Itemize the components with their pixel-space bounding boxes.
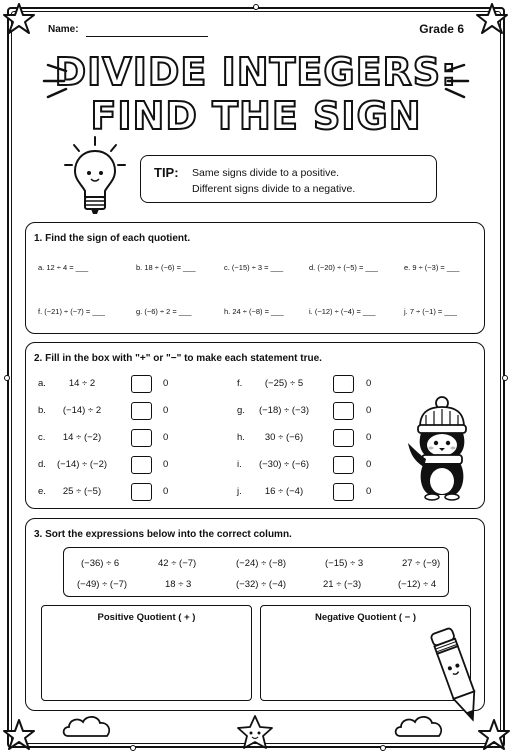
name-field[interactable] [86, 36, 208, 37]
section-title: 3. Sort the expressions below into the correct column. [34, 529, 292, 540]
sign-input-box[interactable] [333, 375, 354, 393]
item-expression: 30 ÷ (−6) [264, 432, 304, 443]
quotient-item[interactable]: h. 24 ÷ (−8) = ___ [224, 307, 284, 316]
item-zero: 0 [163, 405, 169, 416]
star-icon [234, 714, 276, 750]
tip-line: Different signs divide to a negative. [192, 183, 356, 195]
expression-card[interactable]: 27 ÷ (−9) [402, 558, 441, 569]
section-sort [25, 518, 485, 711]
border-dot [502, 375, 508, 381]
penguin-icon [404, 395, 476, 503]
positive-column[interactable] [41, 605, 252, 701]
item-zero: 0 [366, 405, 372, 416]
cloud-icon [392, 712, 448, 740]
item-letter: d. [38, 459, 46, 470]
item-expression: (−30) ÷ (−6) [258, 459, 310, 470]
item-letter: j. [237, 486, 242, 497]
expression-card[interactable]: (−24) ÷ (−8) [236, 558, 287, 569]
sign-input-box[interactable] [131, 375, 152, 393]
expression-card[interactable]: (−49) ÷ (−7) [77, 579, 128, 590]
expression-card[interactable]: (−12) ÷ 4 [398, 579, 437, 590]
expression-card[interactable]: 21 ÷ (−3) [323, 579, 362, 590]
item-letter: e. [38, 486, 46, 497]
section-find-sign [25, 222, 485, 334]
page-title-line1: DIVIDE INTEGERS: [54, 50, 458, 94]
expression-card[interactable]: 18 ÷ 3 [165, 579, 192, 590]
item-letter: h. [237, 432, 245, 443]
quotient-item[interactable]: a. 12 ÷ 4 = ___ [38, 263, 89, 272]
border-dot [4, 375, 10, 381]
star-icon [2, 2, 36, 36]
column-title: Positive Quotient ( + ) [97, 612, 196, 623]
tip-label: TIP: [154, 165, 179, 180]
section-fill-box [25, 342, 485, 509]
item-expression: (−14) ÷ (−2) [56, 459, 108, 470]
quotient-item[interactable]: f. (−21) ÷ (−7) = ___ [38, 307, 105, 316]
sparkle-icon [40, 55, 80, 105]
item-letter: b. [38, 405, 46, 416]
item-zero: 0 [163, 378, 169, 389]
quotient-item[interactable]: i. (−12) ÷ (−4) = ___ [309, 307, 376, 316]
quotient-item[interactable]: d. (−20) ÷ (−5) = ___ [309, 263, 378, 272]
sign-input-box[interactable] [333, 456, 354, 474]
item-expression: 25 ÷ (−5) [62, 486, 102, 497]
item-expression: 14 ÷ (−2) [62, 432, 102, 443]
item-letter: c. [38, 432, 46, 443]
sparkle-icon [432, 55, 472, 105]
item-letter: f. [237, 378, 243, 389]
expression-card[interactable]: (−32) ÷ (−4) [236, 579, 287, 590]
expression-card[interactable]: (−15) ÷ 3 [325, 558, 364, 569]
sign-input-box[interactable] [131, 456, 152, 474]
item-expression: (−25) ÷ 5 [264, 378, 304, 389]
border-dot [253, 4, 259, 10]
page-title-line2: FIND THE SIGN [90, 94, 422, 138]
quotient-item[interactable]: c. (−15) ÷ 3 = ___ [224, 263, 284, 272]
quotient-item[interactable]: b. 18 ÷ (−6) = ___ [136, 263, 196, 272]
column-title: Negative Quotient ( − ) [314, 612, 417, 623]
sign-input-box[interactable] [333, 402, 354, 420]
item-zero: 0 [163, 459, 169, 470]
border-dot [130, 745, 136, 751]
item-expression: 14 ÷ 2 [68, 378, 96, 389]
item-zero: 0 [366, 378, 372, 389]
border-dot [380, 745, 386, 751]
quotient-item[interactable]: e. 9 ÷ (−3) = ___ [404, 263, 460, 272]
sign-input-box[interactable] [131, 483, 152, 501]
item-zero: 0 [163, 486, 169, 497]
item-letter: a. [38, 378, 46, 389]
section-title: 2. Fill in the box with "+" or "−" to make each statement true. [34, 353, 322, 364]
expression-card[interactable]: 42 ÷ (−7) [158, 558, 197, 569]
quotient-item[interactable]: j. 7 ÷ (−1) = ___ [404, 307, 457, 316]
expression-card[interactable]: (−36) ÷ 6 [81, 558, 120, 569]
item-zero: 0 [366, 459, 372, 470]
item-letter: i. [237, 459, 242, 470]
cloud-icon [60, 712, 116, 740]
expression-bank [63, 547, 449, 597]
item-expression: (−18) ÷ (−3) [258, 405, 310, 416]
item-zero: 0 [366, 486, 372, 497]
star-icon [475, 2, 509, 36]
sign-input-box[interactable] [131, 402, 152, 420]
tip-line: Same signs divide to a positive. [192, 167, 340, 179]
item-expression: (−14) ÷ 2 [62, 405, 102, 416]
item-zero: 0 [366, 432, 372, 443]
item-zero: 0 [163, 432, 169, 443]
name-label: Name: [48, 24, 79, 35]
tip-box [140, 155, 437, 203]
quotient-item[interactable]: g. (−6) ÷ 2 = ___ [136, 307, 192, 316]
item-expression: 16 ÷ (−4) [264, 486, 304, 497]
item-letter: g. [237, 405, 245, 416]
sign-input-box[interactable] [333, 429, 354, 447]
star-icon [2, 718, 36, 752]
lightbulb-icon [60, 135, 130, 220]
sign-input-box[interactable] [333, 483, 354, 501]
sign-input-box[interactable] [131, 429, 152, 447]
grade-label: Grade 6 [419, 22, 464, 36]
section-title: 1. Find the sign of each quotient. [34, 233, 191, 244]
